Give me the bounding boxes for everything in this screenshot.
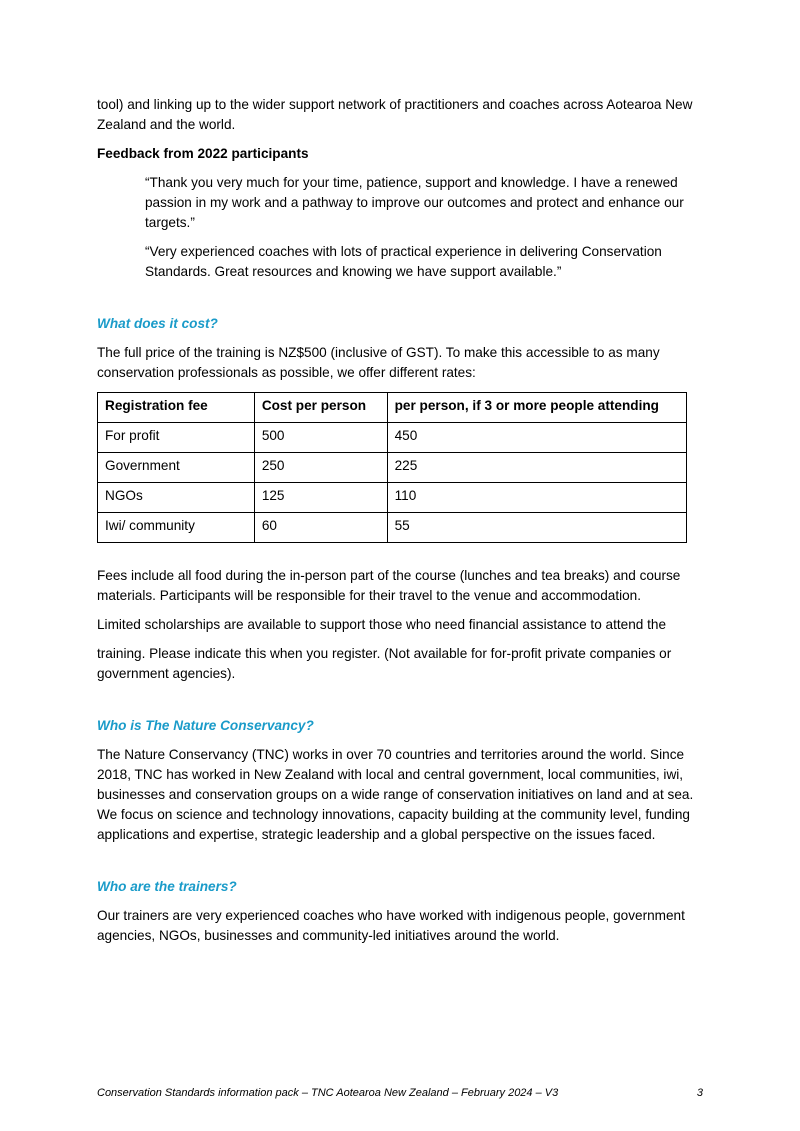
table-cell: 450 bbox=[387, 423, 686, 453]
trainers-body: Our trainers are very experienced coaches who have worked with indigenous people, government agencies, NGOs, businesses and community-led initiatives around the world. bbox=[97, 908, 685, 943]
cost-heading: What does it cost? bbox=[97, 316, 218, 331]
scholarship-line-1: Limited scholarships are available to support those who need financial assistance to attend the bbox=[97, 617, 667, 632]
feedback-heading: Feedback from 2022 participants bbox=[97, 146, 309, 161]
fees-table bbox=[97, 392, 687, 543]
table-cell: 225 bbox=[387, 453, 686, 483]
page-footer bbox=[97, 1086, 703, 1100]
table-cell: Government bbox=[98, 453, 255, 483]
intro-continuation: tool) and linking up to the wider support network of practitioners and coaches across Aotearoa New Zealand and the world. bbox=[97, 97, 693, 132]
table-cell: 55 bbox=[387, 513, 686, 543]
table-row bbox=[98, 483, 687, 513]
fees-table-header: per person, if 3 or more people attending bbox=[387, 393, 686, 423]
footer-text: Conservation Standards information pack – TNC Aotearoa New Zealand – February 2024 – V3 bbox=[97, 1087, 559, 1099]
fees-table-header-row bbox=[98, 393, 687, 423]
table-cell: 125 bbox=[254, 483, 387, 513]
fees-table-header: Cost per person bbox=[254, 393, 387, 423]
feedback-quote-2: “Very experienced coaches with lots of practical experience in delivering Conservation Standards. Great resources and knowing we have support available.” bbox=[145, 244, 662, 279]
fees-table-header: Registration fee bbox=[98, 393, 255, 423]
table-row bbox=[98, 423, 687, 453]
trainers-heading: Who are the trainers? bbox=[97, 879, 237, 894]
tnc-body: The Nature Conservancy (TNC) works in over 70 countries and territories around the world. Since 2018, TNC has worked in New Zealand with local and central government, local communities, iwi, businesses and conservation groups on a wide range of conservation initiatives on land and at sea. We focus on science and technology innovations, capacity building at the community level, funding applications and expertise, strategic leadership and a global perspective on the issues faced. bbox=[97, 747, 694, 842]
table-cell: 250 bbox=[254, 453, 387, 483]
table-row bbox=[98, 453, 687, 483]
document-page bbox=[97, 95, 703, 955]
tnc-heading: Who is The Nature Conservancy? bbox=[97, 718, 314, 733]
table-cell: 500 bbox=[254, 423, 387, 453]
table-row bbox=[98, 513, 687, 543]
table-cell: Iwi/ community bbox=[98, 513, 255, 543]
feedback-quote-1: “Thank you very much for your time, patience, support and knowledge. I have a renewed passion in my work and a pathway to improve our outcomes and protect and enhance our targets.” bbox=[145, 175, 684, 230]
cost-intro: The full price of the training is NZ$500 (inclusive of GST). To make this accessible to as many conservation professionals as possible, we offer different rates: bbox=[97, 345, 660, 380]
page-number: 3 bbox=[696, 1087, 703, 1099]
table-cell: For profit bbox=[98, 423, 255, 453]
table-cell: NGOs bbox=[98, 483, 255, 513]
scholarship-line-2: training. Please indicate this when you register. (Not available for for-profit private companies or government agencies). bbox=[97, 646, 672, 681]
fees-note: Fees include all food during the in-person part of the course (lunches and tea breaks) and course materials. Participants will be responsible for their travel to the venue and accommodation. bbox=[97, 568, 681, 603]
table-cell: 110 bbox=[387, 483, 686, 513]
table-cell: 60 bbox=[254, 513, 387, 543]
